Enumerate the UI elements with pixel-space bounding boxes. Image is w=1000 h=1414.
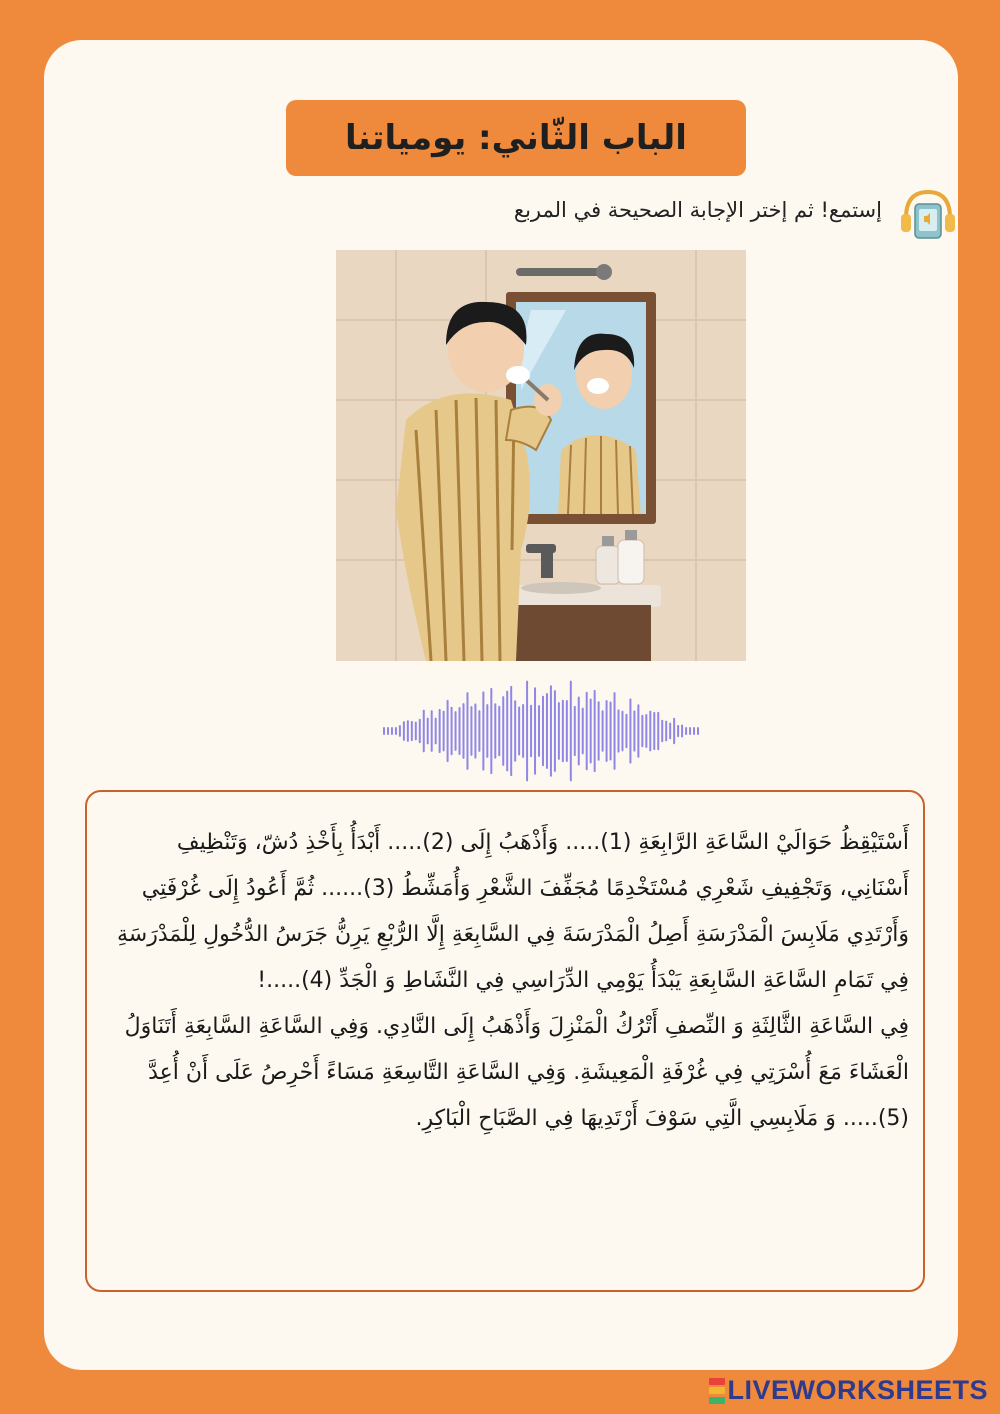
liveworksheets-logo [709,1375,988,1406]
brand-name: LIVEWORKSHEETS [727,1375,988,1405]
lesson-title-banner [286,100,746,176]
listening-passage: أَسْتَيْقِظُ حَوَالَيْ السَّاعَةِ الرَّابِعَةِ (1)..... وَأَذْهَبُ إِلَى (2)..... أَبْدَأُ بِأَخْذِ دُشّ، وَتَنْظِيفِ أَسْنَانِي، وَتَجْفِيفِ شَعْرِي مُسْتَخْدِمًا مُجَفِّفَ الشَّعْرِ وَأُمَشِّطُ (3)...... ثُمَّ أَعُودُ إِلَى غُرْفَتِي وَأَرْتَدِي مَلَابِسَ الْمَدْرَسَةِ أَصِلُ الْمَدْرَسَةَ فِي السَّابِعَةِ إِلَّا الرُّبْعِ يَرِنُّ جَرَسُ الدُّخُولِ لِلْمَدْرَسَةِ فِي تَمَامِ السَّاعَةِ السَّابِعَةِ يَبْدَأُ يَوْمِي الدِّرَاسِي فِي النَّشَاطِ وَ الْجَدِّ (4).....! فِي السَّاعَةِ الثَّالِثَةِ وَ النِّصفِ أَتْرُكُ الْمَنْزِلَ وَأَذْهَبُ إِلَى النَّادِي. وَفِي السَّاعَةِ السَّابِعَةِ أَتَنَاوَلُ الْعَشَاءَ مَعَ أُسْرَتِي فِي غُرْفَةِ الْمَعِيشَةِ. وَفِي السَّاعَةِ التَّاسِعَةِ مَسَاءً أَحْرِصُ عَلَى أَنْ أُعِدَّ (5)..... وَ مَلَابِسِي الَّتِي سَوْفَ أَرْتَدِيهَا فِي الصَّبَاحِ الْبَاكِرِ. [117,830,909,1131]
liveworksheets-mark-icon [709,1378,725,1404]
passage-box [85,790,925,1292]
instruction-text: إستمع! ثم إختر الإجابة الصحيحة في المربع [513,198,882,222]
headphone-audio-icon[interactable] [898,186,958,242]
sound-wave-icon[interactable] [376,676,706,786]
boy-brushing-teeth-illustration [336,250,746,661]
page-title: الباب الثّاني: يومياتنا [345,118,687,158]
